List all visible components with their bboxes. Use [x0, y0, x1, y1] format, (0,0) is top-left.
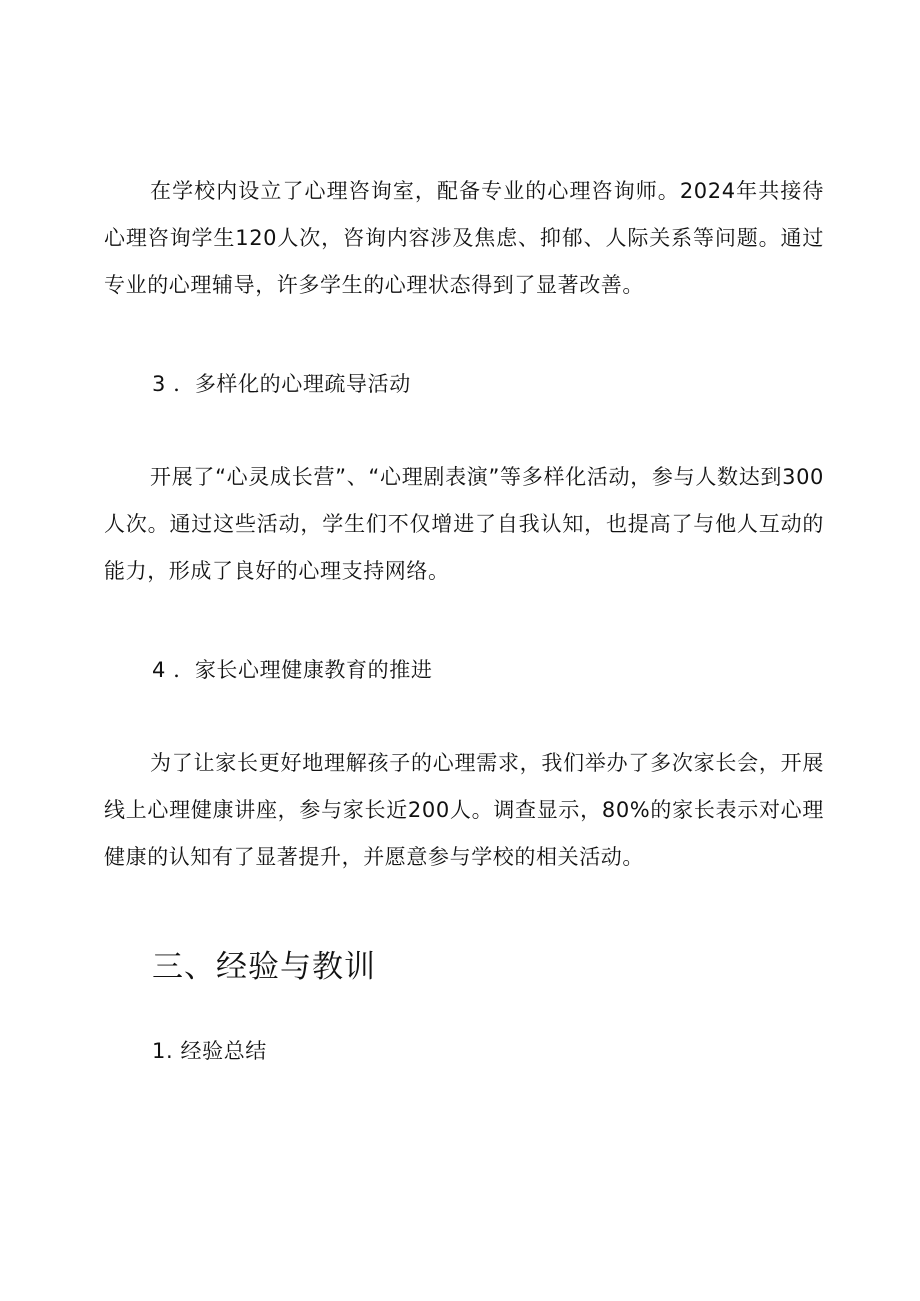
section-title-lessons: 三、经验与教训: [152, 949, 376, 985]
paragraph-activities: 开展了“心灵成长营”、“心理剧表演”等多样化活动，参与人数达到300人次。通过这些活动，学生们不仅增进了自我认知，也提高了与他人互动的能力，形成了良好的心理支持网络。: [104, 465, 824, 583]
subheading-diverse-activities: 3 ．多样化的心理疏导活动: [152, 372, 411, 396]
paragraph-parents: 为了让家长更好地理解孩子的心理需求，我们举办了多次家长会，开展线上心理健康讲座，参与家长近200人。调查显示，80%的家长表示对心理健康的认知有了显著提升，并愿意参与学校的相关活动。: [104, 751, 824, 869]
subheading-experience-summary: 1. 经验总结: [152, 1039, 267, 1063]
subheading-parent-education: 4 ．家长心理健康教育的推进: [152, 658, 433, 682]
paragraph-counseling-room: 在学校内设立了心理咨询室，配备专业的心理咨询师。2024年共接待心理咨询学生120人次，咨询内容涉及焦虑、抑郁、人际关系等问题。通过专业的心理辅导，许多学生的心理状态得到了显著改善。: [104, 179, 824, 297]
